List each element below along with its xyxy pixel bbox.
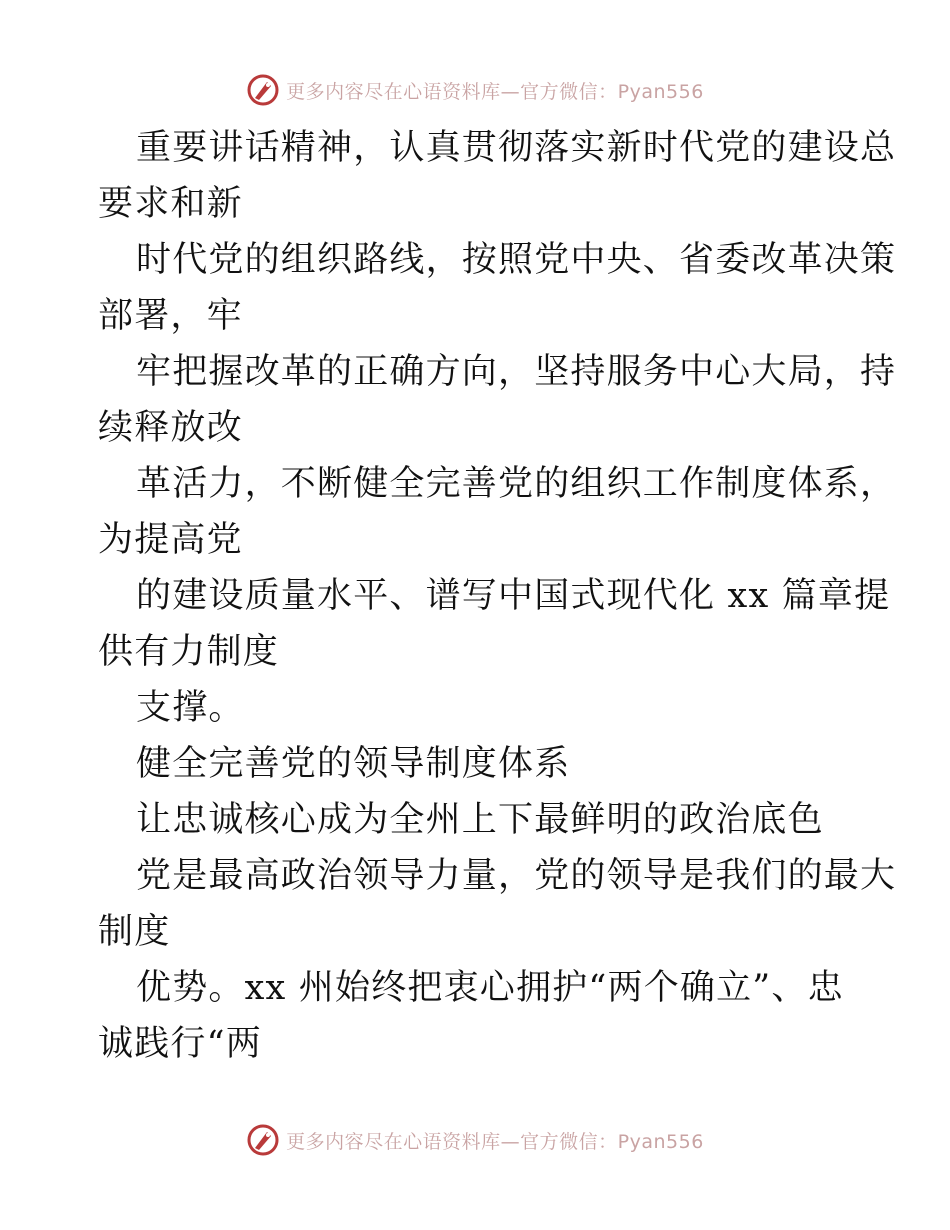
footer-banner — [0, 1120, 950, 1160]
text-line: 时代党的组织路线，按照党中央、省委改革决策 — [136, 240, 897, 280]
pen-nib-logo-icon — [246, 1123, 280, 1157]
text-line: 牢把握改革的正确方向，坚持服务中心大局，持 — [136, 352, 897, 392]
text-line: 的建设质量水平、谱写中国式现代化 xx 篇章提 — [136, 576, 891, 616]
text-line: 革活力，不断健全完善党的组织工作制度体系， — [136, 464, 897, 504]
text-line: 续释放改 — [98, 408, 243, 448]
text-line: 党是最高政治领导力量，党的领导是我们的最大 — [136, 856, 897, 896]
document-body — [98, 120, 897, 1072]
text-line: 要求和新 — [98, 184, 243, 224]
text-line: 优势。xx 州始终把衷心拥护“两个确立”、忠 — [136, 968, 844, 1008]
text-line: 诚践行“两 — [98, 1024, 262, 1064]
section-heading: 健全完善党的领导制度体系 — [136, 744, 571, 784]
pen-nib-logo-icon — [246, 73, 280, 107]
text-line: 制度 — [98, 912, 171, 952]
text-line: 支撑。 — [136, 688, 245, 728]
text-line: 为提高党 — [98, 520, 243, 560]
footer-banner-text: 更多内容尽在心语资料库—官方微信：Pyan556 — [286, 1130, 704, 1153]
section-subheading: 让忠诚核心成为全州上下最鲜明的政治底色 — [136, 800, 824, 840]
header-banner — [0, 70, 950, 110]
text-line: 重要讲话精神，认真贯彻落实新时代党的建设总 — [136, 128, 897, 168]
text-line: 供有力制度 — [98, 632, 280, 672]
header-banner-text: 更多内容尽在心语资料库—官方微信：Pyan556 — [286, 80, 704, 103]
text-line: 部署，牢 — [98, 296, 243, 336]
